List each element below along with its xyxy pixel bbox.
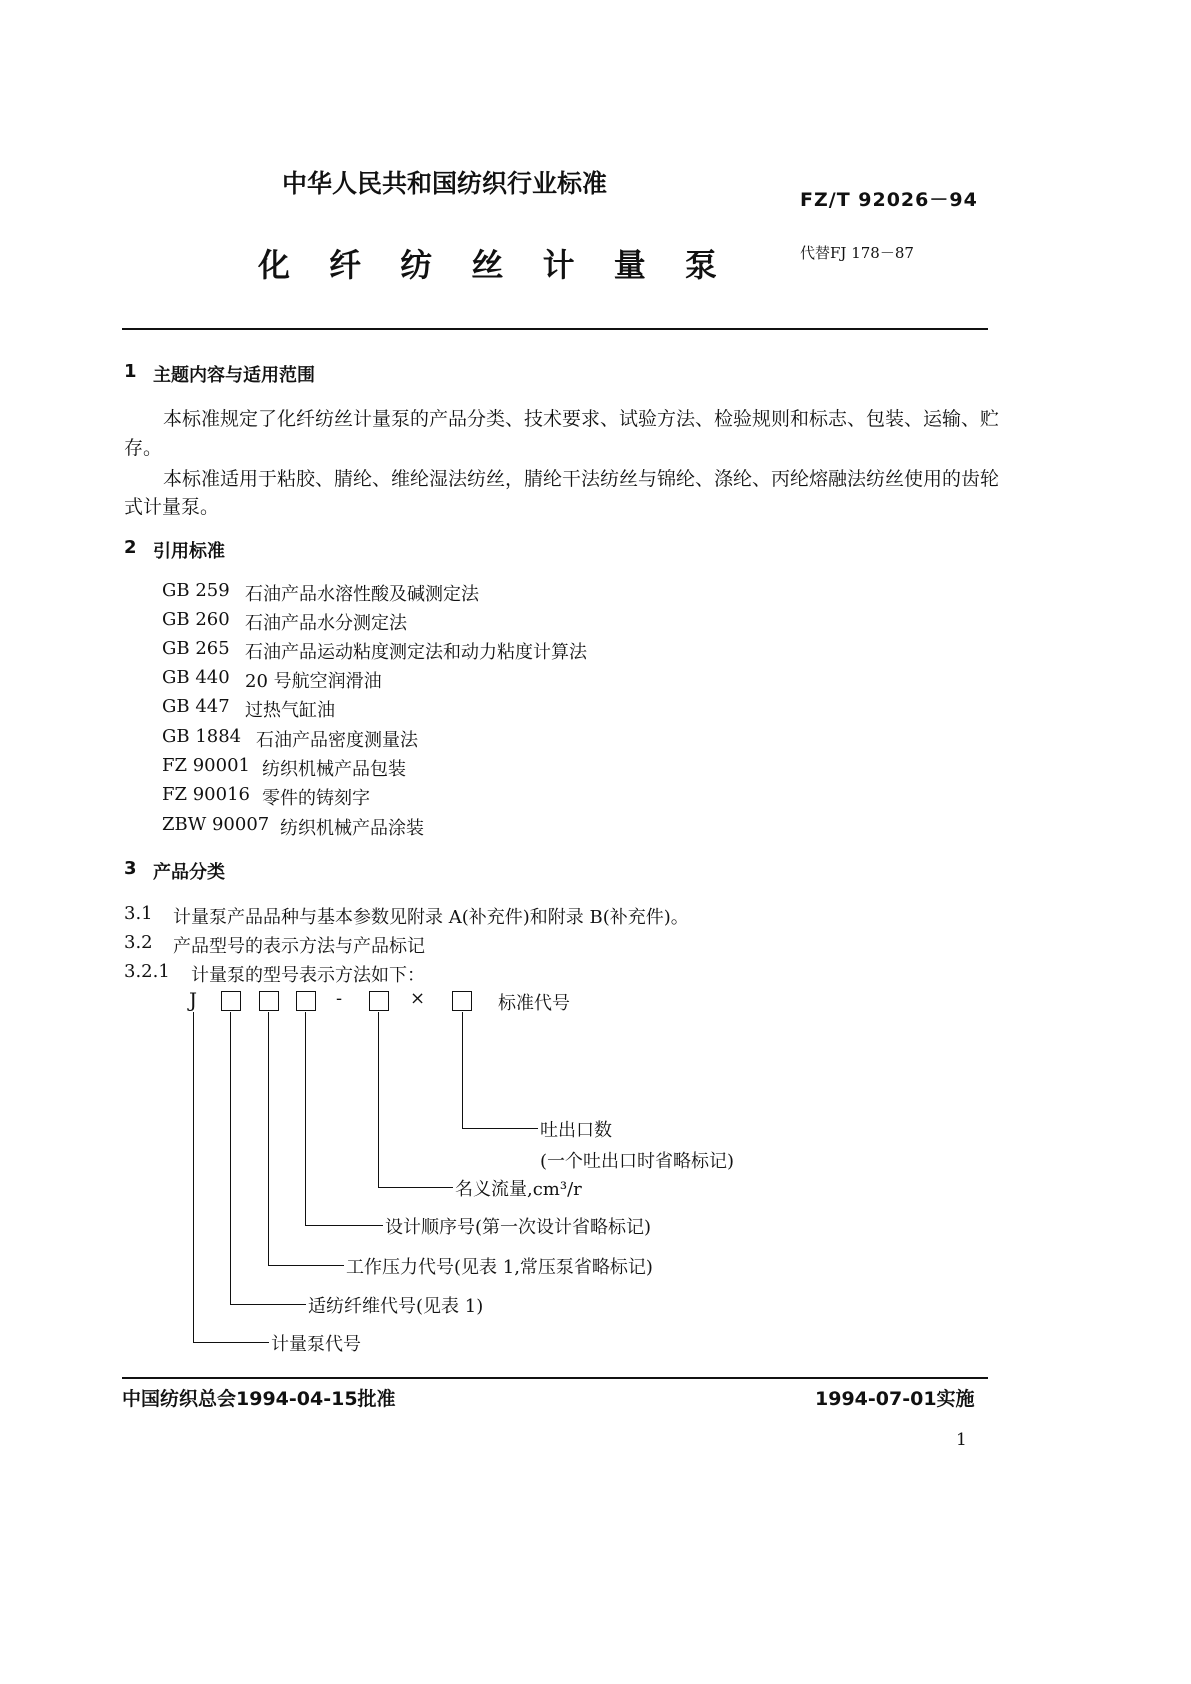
reference-title: 纺织机械产品包装 xyxy=(262,759,406,780)
section-2-heading: 引用标准 xyxy=(153,541,225,562)
pressure-code-box xyxy=(259,991,279,1011)
page-number: 1 xyxy=(956,1430,967,1450)
document-title: 化 纤 纺 丝 计 量 泵 xyxy=(258,246,731,284)
footer-rule xyxy=(122,1377,988,1379)
design-label: 设计顺序号(第一次设计省略标记) xyxy=(385,1217,652,1238)
flow-label: 名义流量,cm³/r xyxy=(455,1179,582,1200)
clause-3-2-number: 3.2 xyxy=(124,932,153,953)
reference-code: FZ 90016 xyxy=(162,784,250,805)
implementation-line: 1994-07-01实施 xyxy=(815,1388,975,1410)
section-3-heading: 产品分类 xyxy=(153,862,225,883)
pressure-label: 工作压力代号(见表 1,常压泵省略标记) xyxy=(346,1257,653,1278)
reference-title: 石油产品水溶性酸及碱测定法 xyxy=(245,584,479,605)
section-1-para-2-line-1: 本标准适用于粘胶、腈纶、维纶湿法纺丝，腈纶干法纺丝与锦纶、涤纶、丙纶熔融法纺丝使用的齿轮 xyxy=(163,468,1000,490)
fiber-label: 适纺纤维代号(见表 1) xyxy=(308,1296,484,1317)
leader-flow-h xyxy=(378,1187,453,1188)
clause-3-2-text: 产品型号的表示方法与产品标记 xyxy=(173,936,425,957)
reference-code: ZBW 90007 xyxy=(162,814,270,835)
outlets-note: (一个吐出口时省略标记) xyxy=(540,1151,735,1172)
leader-design xyxy=(305,1012,306,1225)
replaces-standard: 代替FJ 178－87 xyxy=(800,244,914,262)
reference-code: GB 440 xyxy=(162,667,230,688)
clause-3-1-text: 计量泵产品品种与基本参数见附录 A(补充件)和附录 B(补充件)。 xyxy=(173,907,689,928)
reference-title: 石油产品密度测量法 xyxy=(256,730,418,751)
reference-title: 过热气缸油 xyxy=(245,700,335,721)
leader-design-h xyxy=(305,1225,383,1226)
section-1-heading: 主题内容与适用范围 xyxy=(153,365,315,386)
leader-outlets-h xyxy=(462,1128,538,1129)
prefix-letter: J xyxy=(189,988,198,1012)
dash-symbol: - xyxy=(336,988,343,1009)
section-1-number: 1 xyxy=(124,361,137,382)
issuer-title: 中华人民共和国纺织行业标准 xyxy=(282,169,608,198)
header-rule xyxy=(122,328,988,330)
leader-pressure xyxy=(268,1012,269,1265)
leader-outlets xyxy=(462,1012,463,1128)
clause-3-2-1-text: 计量泵的型号表示方法如下： xyxy=(191,965,425,986)
pump-code-label: 计量泵代号 xyxy=(271,1334,361,1355)
reference-title: 石油产品水分测定法 xyxy=(245,613,407,634)
section-1-para-1-line-1: 本标准规定了化纤纺丝计量泵的产品分类、技术要求、试验方法、检验规则和标志、包装、运输、贮 xyxy=(163,408,1000,430)
clause-3-2-1-number: 3.2.1 xyxy=(124,961,170,982)
leader-fiber-h xyxy=(230,1304,306,1305)
times-symbol: × xyxy=(410,988,426,1009)
approval-line: 中国纺织总会1994-04-15批准 xyxy=(122,1388,396,1410)
leader-pressure-h xyxy=(268,1265,344,1266)
reference-title: 20 号航空润滑油 xyxy=(245,671,382,692)
fiber-code-box xyxy=(221,991,241,1011)
section-1-para-1-line-2: 存。 xyxy=(124,437,163,459)
section-2-number: 2 xyxy=(124,537,137,558)
section-3-number: 3 xyxy=(124,858,137,879)
leader-pump-h xyxy=(193,1342,269,1343)
reference-code: GB 265 xyxy=(162,638,230,659)
reference-code: GB 259 xyxy=(162,580,230,601)
leader-flow xyxy=(378,1012,379,1187)
reference-title: 纺织机械产品涂装 xyxy=(280,818,424,839)
standard-number: FZ/T 92026－94 xyxy=(800,189,978,211)
reference-title: 石油产品运动粘度测定法和动力粘度计算法 xyxy=(245,642,587,663)
section-1-para-2-line-2: 式计量泵。 xyxy=(124,496,220,518)
reference-code: FZ 90001 xyxy=(162,755,250,776)
design-seq-box xyxy=(296,991,316,1011)
outlets-box xyxy=(452,991,472,1011)
leader-fiber xyxy=(230,1012,231,1304)
outlets-label: 吐出口数 xyxy=(540,1120,612,1141)
flow-box xyxy=(369,991,389,1011)
clause-3-1-number: 3.1 xyxy=(124,903,153,924)
reference-code: GB 447 xyxy=(162,696,230,717)
reference-code: GB 1884 xyxy=(162,726,242,747)
leader-pump xyxy=(193,1012,194,1342)
standard-code-label: 标准代号 xyxy=(498,993,570,1014)
reference-title: 零件的铸刻字 xyxy=(262,788,370,809)
reference-code: GB 260 xyxy=(162,609,230,630)
